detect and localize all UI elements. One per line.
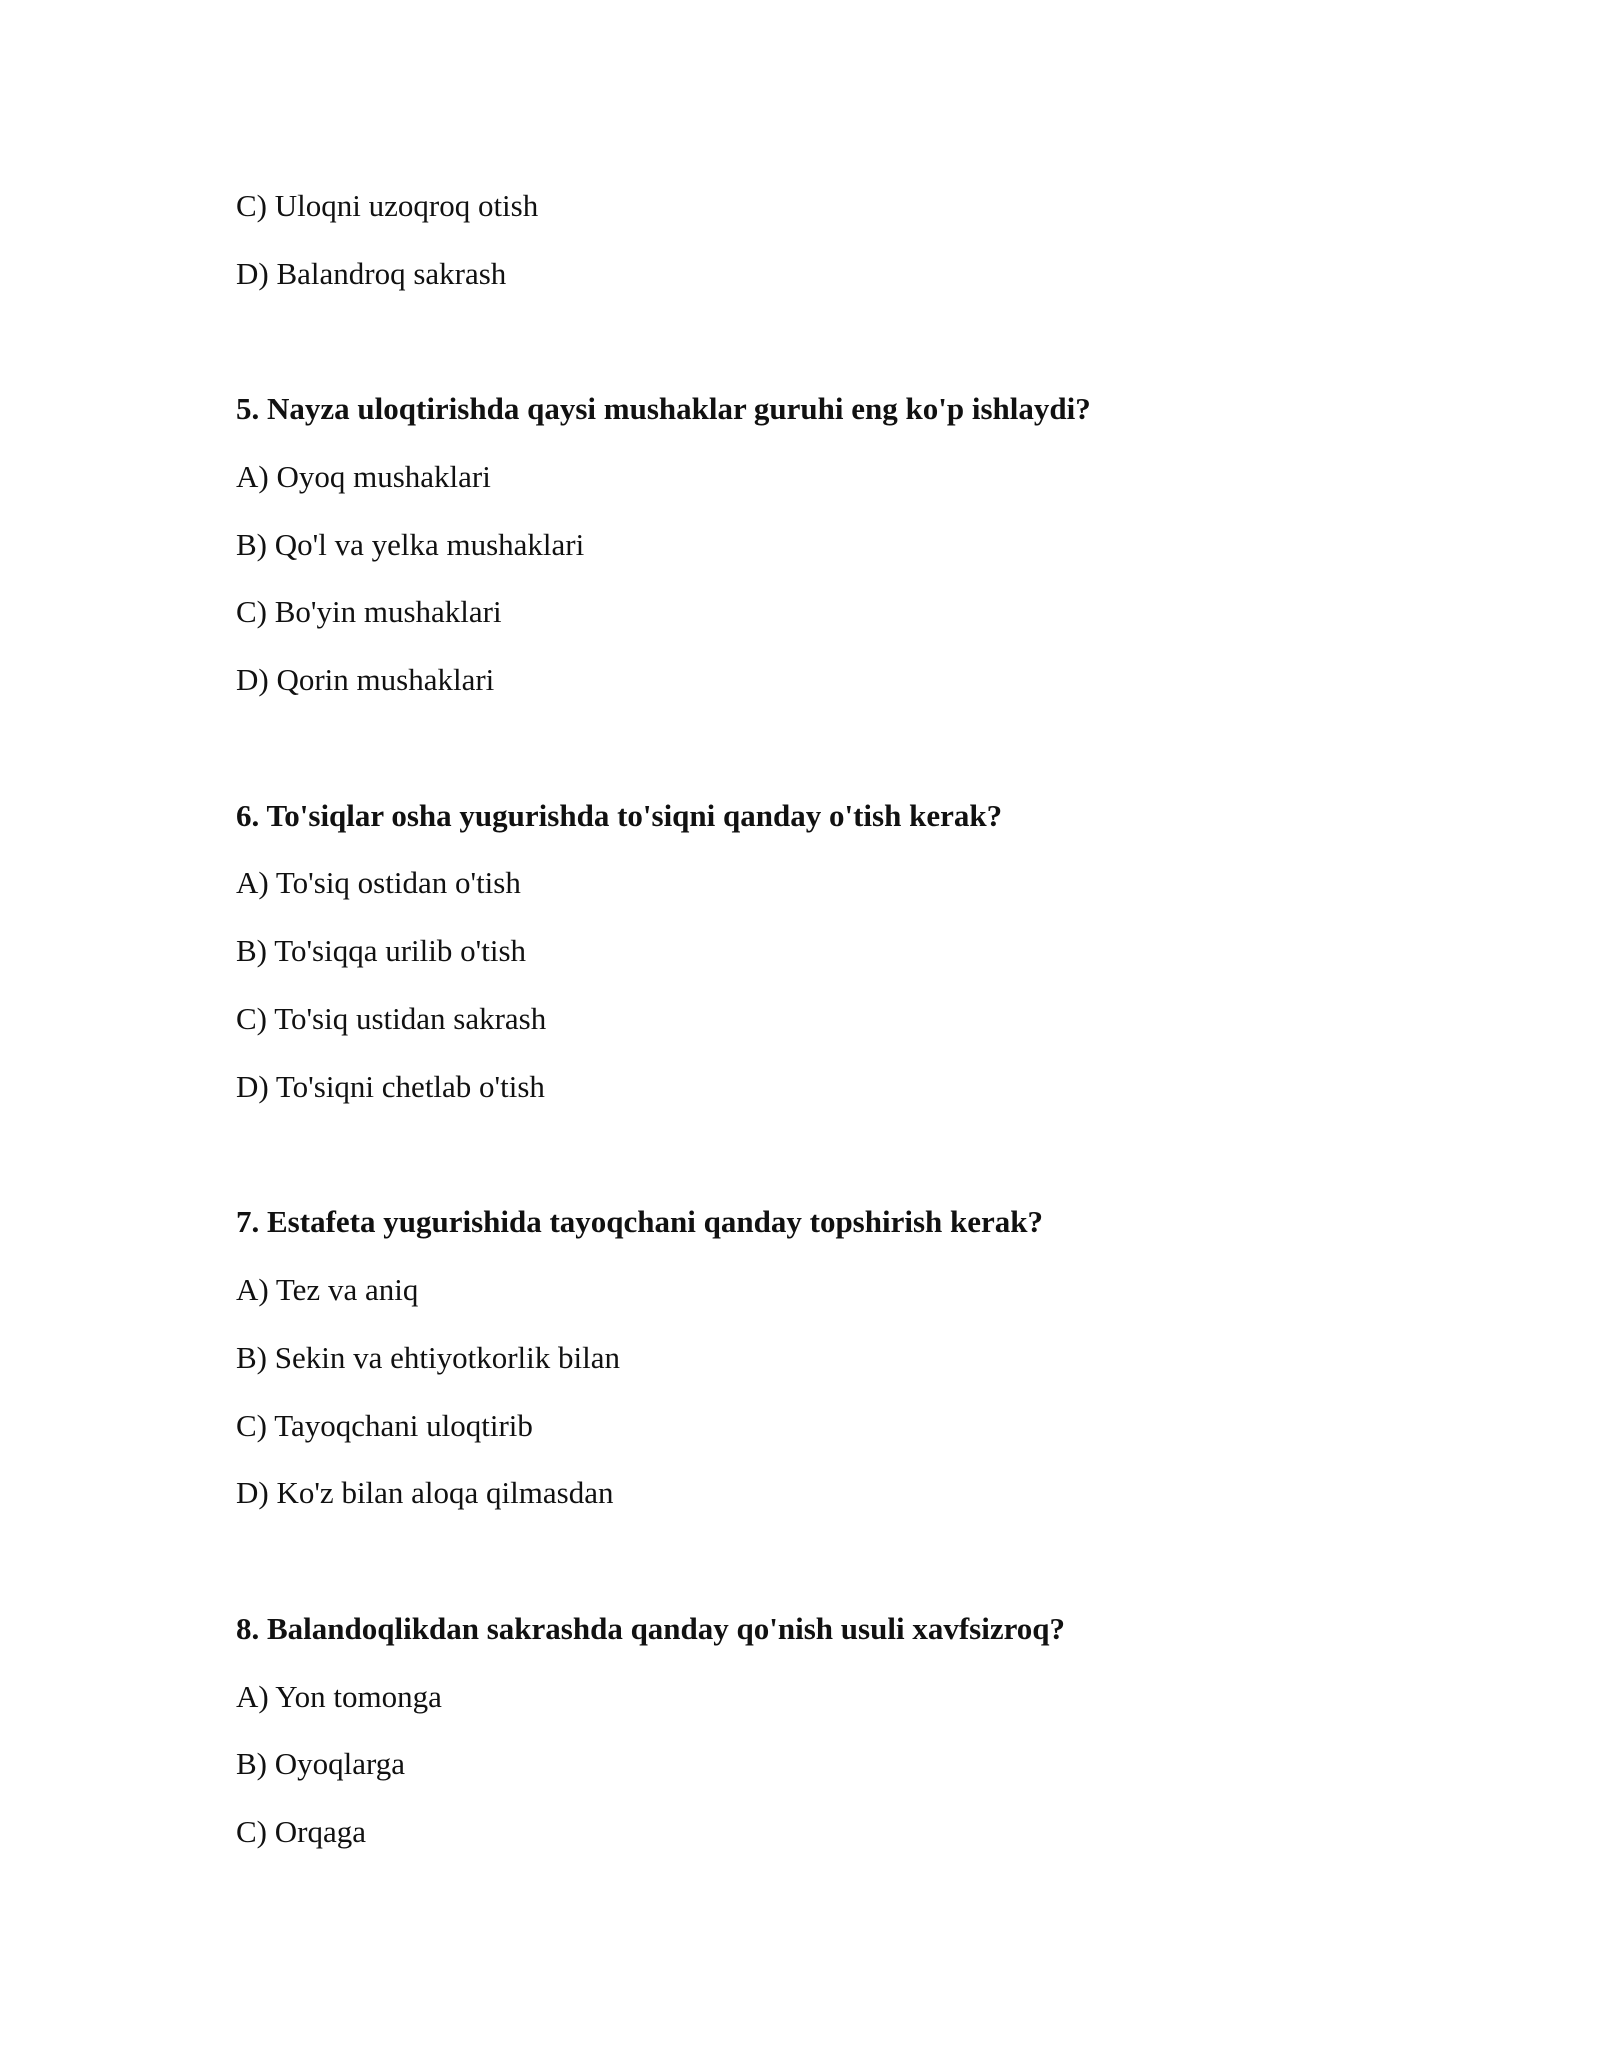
option-text: D) Balandroq sakrash (236, 256, 507, 291)
option-text: C) Tayoqchani uloqtirib (236, 1408, 533, 1443)
option-text: B) Qo'l va yelka mushaklari (236, 527, 585, 562)
option-text: C) Uloqni uzoqroq otish (236, 188, 539, 223)
option-text: C) To'siq ustidan sakrash (236, 1001, 547, 1036)
option-text: A) Tez va aniq (236, 1272, 419, 1307)
question-heading: 8. Balandoqlikdan sakrashda qanday qo'nish usuli xavfsizroq? (236, 1611, 1066, 1646)
option-text: C) Bo'yin mushaklari (236, 594, 502, 629)
option-text: B) To'siqqa urilib o'tish (236, 933, 527, 968)
option-text: A) To'siq ostidan o'tish (236, 865, 521, 900)
option-text: D) To'siqni chetlab o'tish (236, 1069, 545, 1104)
option-text: A) Oyoq mushaklari (236, 459, 491, 494)
question-heading: 6. To'siqlar osha yugurishda to'siqni qanday o'tish kerak? (236, 798, 1003, 833)
option-text: C) Orqaga (236, 1814, 366, 1849)
option-text: D) Qorin mushaklari (236, 662, 495, 697)
option-text: B) Oyoqlarga (236, 1746, 406, 1781)
question-heading: 7. Estafeta yugurishida tayoqchani qanday topshirish kerak? (236, 1204, 1044, 1239)
question-heading: 5. Nayza uloqtirishda qaysi mushaklar guruhi eng ko'p ishlaydi? (236, 391, 1091, 426)
option-text: D) Ko'z bilan aloqa qilmasdan (236, 1475, 614, 1510)
option-text: B) Sekin va ehtiyotkorlik bilan (236, 1340, 621, 1375)
option-text: A) Yon tomonga (236, 1679, 442, 1714)
